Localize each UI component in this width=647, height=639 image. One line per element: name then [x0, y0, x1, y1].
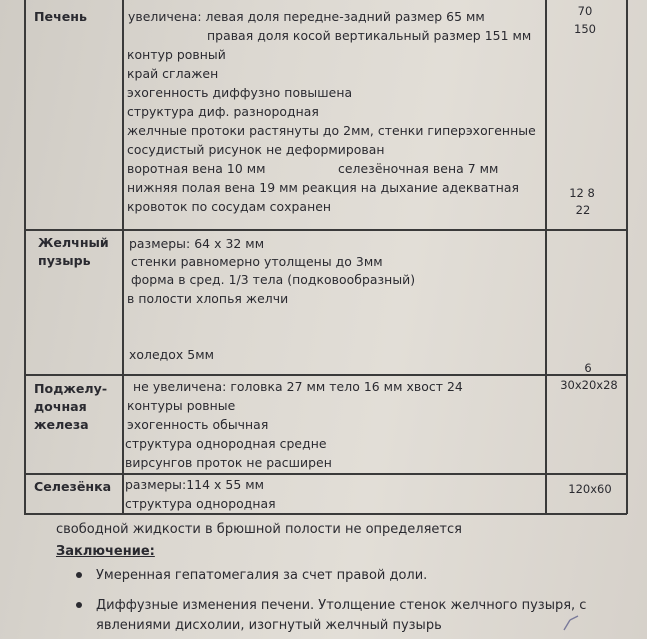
liver-line-9: воротная вена 10 мм: [127, 161, 266, 176]
liver-line-1: увеличена: левая доля передне-задний размер 65 мм: [128, 9, 485, 24]
spleen-norm-1: 120х60: [568, 482, 612, 496]
gallbladder-line-1: размеры: 64 х 32 мм: [129, 236, 265, 251]
organ-pancreas: [34, 380, 107, 434]
pancreas-norm-1: 30х20х28: [560, 378, 618, 392]
pancreas-line-1: не увеличена: головка 27 мм тело 16 мм хвост 24: [133, 379, 463, 394]
organ-spleen-label: Селезёнка: [34, 479, 112, 494]
liver-line-10: селезёночная вена 7 мм: [338, 161, 499, 176]
liver-norm-2: 150: [574, 22, 596, 36]
liver-norm-1: 70: [577, 4, 593, 18]
gallbladder-line-3: форма в сред. 1/3 тела (подковообразный): [131, 272, 416, 287]
liver-line-8: сосудистый рисунок не деформирован: [127, 142, 385, 157]
table-left-border: [24, 0, 26, 514]
table-col-divider-1: [122, 0, 124, 514]
bullet-dot-icon: [76, 572, 82, 578]
conclusion-bullet-2-continued: [96, 614, 442, 638]
pancreas-line-4: структура однородная средне: [125, 436, 327, 451]
liver-line-7: желчные протоки растянуты до 2мм, стенки гиперэхогенные: [127, 123, 536, 138]
organ-liver-label: Печень: [34, 9, 87, 24]
liver-norm-3: 12 8: [569, 186, 595, 200]
organ-pancreas-label-3: железа: [34, 417, 89, 432]
spleen-line-2: структура однородная: [125, 496, 276, 511]
gallbladder-line-4: в полости хлопья желчи: [127, 291, 289, 306]
liver-norm-4: 22: [575, 203, 591, 217]
spleen-line-1: размеры:114 х 55 мм: [125, 477, 265, 492]
liver-line-2: правая доля косой вертикальный размер 151 мм: [207, 28, 532, 43]
gallbladder-line-5: холедох 5мм: [129, 347, 215, 362]
organ-gallbladder-label-2: пузырь: [38, 253, 91, 268]
free-fluid-text: свободной жидкости в брюшной полости не определяется: [56, 522, 462, 537]
row-divider-3: [24, 473, 627, 475]
bullet-dot-icon: [76, 602, 82, 608]
organ-pancreas-label-1: Поджелу-: [34, 381, 108, 396]
liver-line-5: эхогенность диффузно повышена: [127, 85, 353, 100]
row-divider-2: [24, 374, 627, 376]
organ-pancreas-label-2: дочная: [34, 399, 87, 414]
liver-line-6: структура диф. разнородная: [127, 104, 319, 119]
liver-line-4: край сглажен: [127, 66, 219, 81]
pancreas-line-3: эхогенность обычная: [127, 417, 269, 432]
row-divider-1: [24, 229, 627, 231]
organ-spleen: [34, 478, 111, 496]
liver-line-3: контур ровный: [127, 47, 226, 62]
table-right-border: [626, 0, 628, 514]
pen-mark-icon: [560, 612, 584, 636]
conclusion-heading: Заключение:: [56, 544, 155, 559]
liver-line-12: кровоток по сосудам сохранен: [127, 199, 332, 214]
conclusion-bullet-1: [76, 564, 427, 588]
table-col-divider-2: [545, 0, 547, 514]
gallbladder-norm-1: 6: [584, 361, 592, 375]
organ-gallbladder: [38, 234, 109, 270]
conclusion-bullet-1-text: Умеренная гепатомегалия за счет правой доли.: [96, 568, 428, 583]
organ-gallbladder-label-1: Желчный: [38, 235, 109, 250]
organ-liver: [34, 8, 87, 26]
conclusion-bullet-2-text: Диффузные изменения печени. Утолщение стенок желчного пузыря, с: [96, 598, 587, 613]
conclusion-bullet-2-continued-text: явлениями дисхолии, изогнутый желчный пузырь: [96, 618, 442, 633]
liver-line-11: нижняя полая вена 19 мм реакция на дыхание адекватная: [127, 180, 519, 195]
pancreas-line-2: контуры ровные: [127, 398, 236, 413]
table-bottom-border: [24, 513, 627, 515]
pancreas-line-5: вирсунгов проток не расширен: [125, 455, 332, 470]
gallbladder-line-2: стенки равномерно утолщены до 3мм: [131, 254, 383, 269]
